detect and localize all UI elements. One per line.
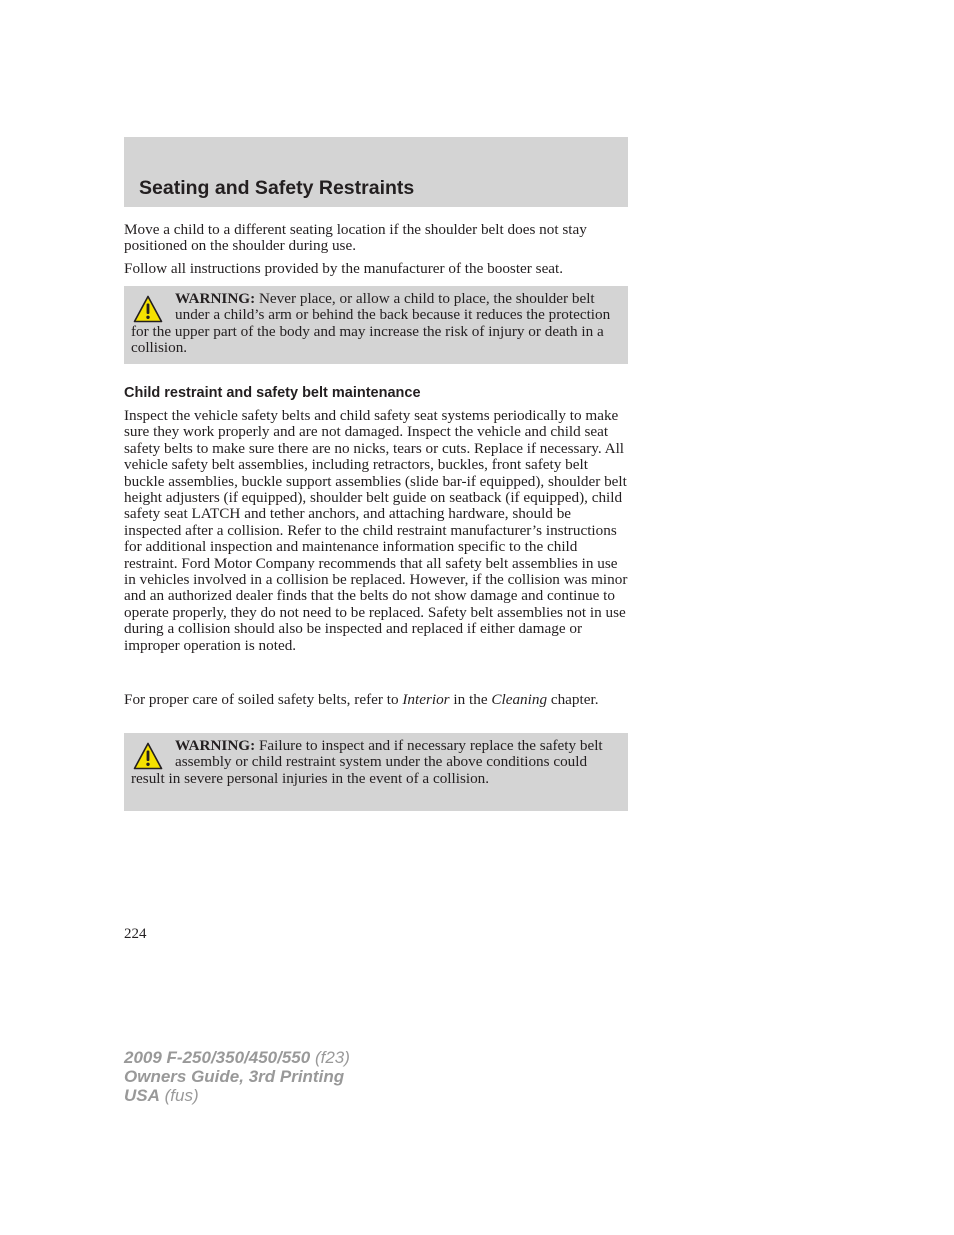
footer-document-info — [124, 1048, 350, 1105]
paragraph-shoulder-belt: Move a child to a different seating location if the shoulder belt does not stay positioned on the shoulder during use. — [124, 221, 587, 255]
section-header — [124, 137, 628, 207]
warning-text — [131, 738, 622, 787]
reference-cleaning: Cleaning — [491, 691, 548, 708]
warning-box — [124, 286, 628, 364]
warning-label: WARNING: — [175, 737, 256, 754]
page-number: 224 — [124, 926, 147, 942]
footer-market: USA — [124, 1086, 160, 1105]
section-title: Seating and Safety Restraints — [139, 177, 415, 199]
warning-triangle-icon — [133, 742, 163, 770]
warning-triangle-icon — [133, 295, 163, 323]
warning-box — [124, 733, 628, 811]
warning-label: WARNING: — [175, 290, 256, 307]
reference-interior: Interior — [402, 691, 450, 708]
footer-model: 2009 F-250/350/450/550 — [124, 1048, 311, 1067]
footer-model-code: (f23) — [310, 1048, 350, 1067]
paragraph-maintenance: Inspect the vehicle safety belts and child safety seat systems periodically to make sure they work properly and are not damaged. Inspect the vehicle and child seat safety belts to make sure there are no nicks, tears or cuts. Replace if necessary. All vehicle safety belt assemblies, including retractors, buckles, front safety belt buckle assemblies, buckle support assemblies (slide bar-if equipped), shoulder belt height adjusters (if equipped), shoulder belt guide on seatback (if equipped), child safety seat LATCH and tether anchors, and attaching hardware, should be inspected after a collision. Refer to the child restraint manufacturer’s instructions for additional inspection and maintenance information specific to the child restraint. Ford Motor Company recommends that all safety belt assemblies in use in vehicles involved in a collision be replaced. However, if the collision was minor and an authorized dealer finds that the belts do not show damage and continue to operate properly, they do not need to be replaced. Safety belt assemblies not in use during a collision should also be inspected and replaced if either damage or improper operation is noted. — [124, 407, 628, 654]
paragraph-booster-instructions: Follow all instructions provided by the manufacturer of the booster seat. — [124, 260, 564, 277]
footer-market-line — [124, 1086, 350, 1105]
warning-body: Never place, or allow a child to place, the shoulder belt under a child’s arm or behind the back because it reduces the protection for the upper part of the body and may increase the risk of injury or death in a collision. — [131, 290, 611, 357]
care-text-2: in the — [449, 691, 492, 708]
footer-printing: Owners Guide, 3rd Printing — [124, 1067, 345, 1086]
care-text-1: For proper care of soiled safety belts, refer to — [124, 691, 403, 708]
warning-body: Failure to inspect and if necessary replace the safety belt assembly or child restraint system under the above conditions could result in severe personal injuries in the event of a collision. — [131, 737, 603, 787]
care-text-3: chapter. — [547, 691, 599, 708]
footer-model-line — [124, 1048, 350, 1067]
footer-market-code: (fus) — [159, 1086, 199, 1105]
warning-text — [131, 291, 622, 357]
paragraph-belt-care — [124, 692, 628, 708]
subheading-maintenance: Child restraint and safety belt maintenance — [124, 385, 421, 401]
